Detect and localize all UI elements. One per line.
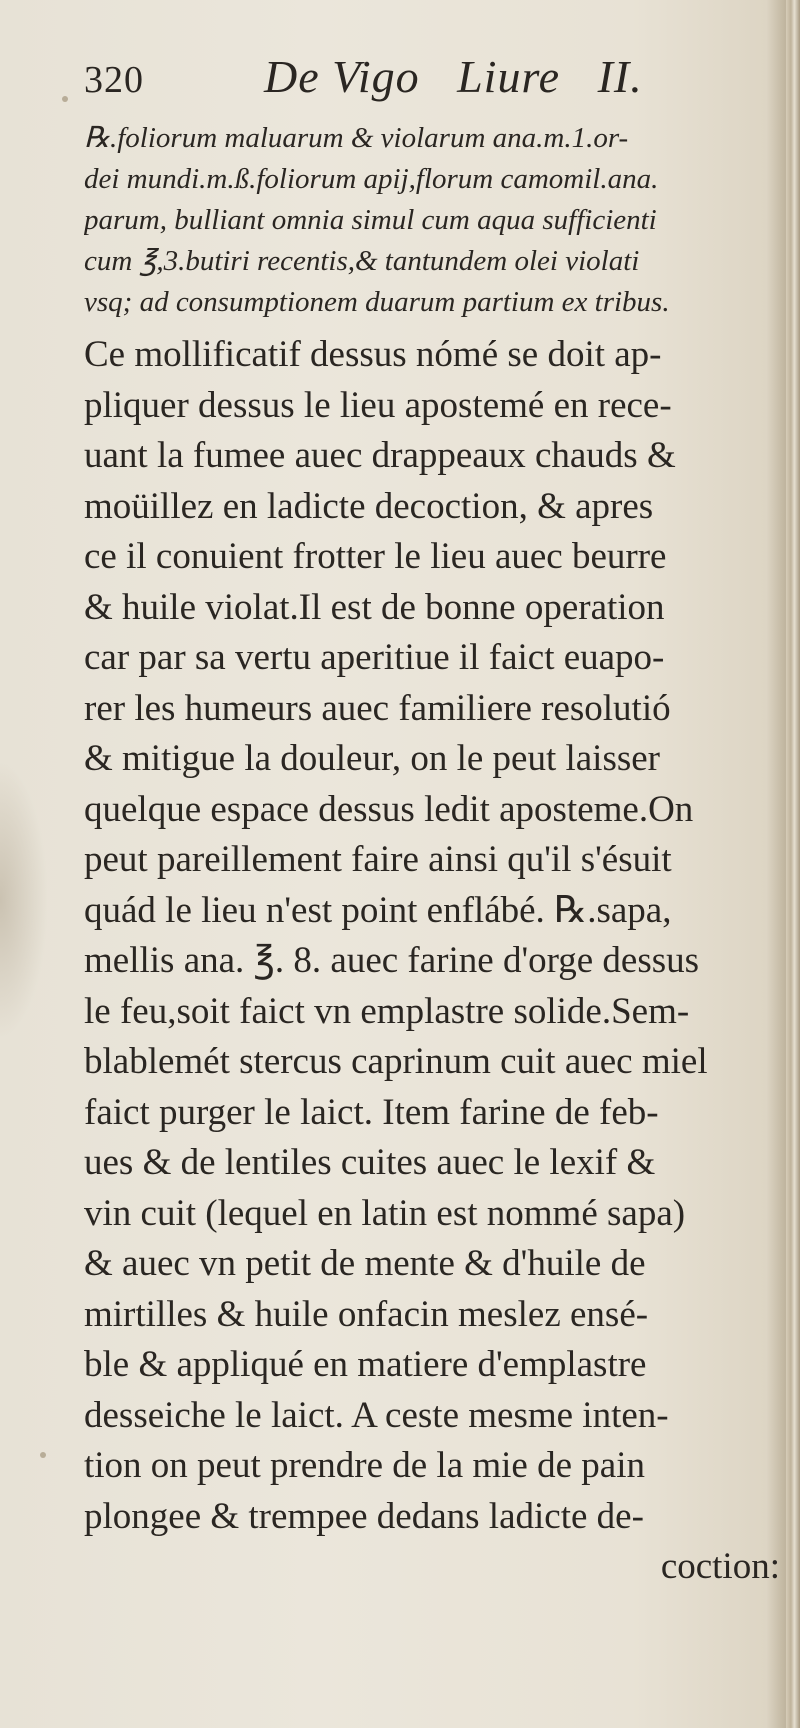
text-line: uant la fumee auec drappeaux chauds & xyxy=(84,435,676,476)
text-line: vin cuit (lequel en latin est nommé sapa) xyxy=(84,1192,686,1234)
wormhole-mark xyxy=(40,1452,46,1458)
text-line: car par sa vertu aperitiue il faict euapo- xyxy=(84,637,665,678)
text-line: ce il conuient frotter le lieu auec beurre xyxy=(84,536,667,577)
text-line: peut pareillement faire ainsi qu'il s'ésuit xyxy=(84,839,672,880)
page-number: 320 xyxy=(84,59,144,101)
latin-line: ℞.foliorum maluarum & violarum ana.m.1.or- xyxy=(84,122,629,154)
text-line: quelque espace dessus ledit aposteme.On xyxy=(84,788,694,830)
latin-prescription xyxy=(84,118,784,323)
book-fore-edge xyxy=(786,0,800,1728)
text-line: moüillez en ladicte decoction, & apres xyxy=(84,485,654,527)
text-line: Ce mollificatif dessus nómé se doit ap- xyxy=(84,334,662,375)
text-line: quád le lieu n'est point enflábé. ℞.sapa, xyxy=(84,889,672,931)
text-line: plongee & trempee dedans ladicte de- xyxy=(84,1495,644,1537)
text-line: pliquer dessus le lieu apostemé en rece- xyxy=(84,384,672,426)
text-line: ues & de lentiles cuites auec le lexif & xyxy=(84,1142,656,1183)
text-line: ble & appliqué en matiere d'emplastre xyxy=(84,1344,647,1385)
french-body-text xyxy=(84,330,784,1593)
latin-line: cum ℥,3.butiri recentis,& tantundem olei violati xyxy=(84,245,640,277)
text-line: faict purger le laict. Item farine de feb- xyxy=(84,1091,659,1133)
text-line: tion on peut prendre de la mie de pain xyxy=(84,1445,645,1486)
latin-line: vsq; ad consumptionem duarum partium ex tribus. xyxy=(84,286,670,318)
text-line: blablemét stercus caprinum cuit auec miel xyxy=(84,1041,708,1082)
text-line: mirtilles & huile onfacin meslez ensé- xyxy=(84,1293,649,1335)
text-line: & huile violat.Il est de bonne operation xyxy=(84,586,665,628)
text-line: rer les humeurs auec familiere resolutió xyxy=(84,687,671,729)
text-line: & auec vn petit de mente & d'huile de xyxy=(84,1243,646,1284)
running-head: De Vigo Liure II. xyxy=(264,51,643,102)
text-line: desseiche le laict. A ceste mesme inten- xyxy=(84,1394,669,1436)
text-line: & mitigue la douleur, on le peut laisser xyxy=(84,738,660,779)
latin-line: parum, bulliant omnia simul cum aqua sufficienti xyxy=(84,204,657,236)
text-line: mellis ana. ℥. 8. auec farine d'orge dessus xyxy=(84,940,700,981)
paper-stain xyxy=(0,760,48,1040)
latin-line: dei mundi.m.ß.foliorum apij,florum camomil.ana. xyxy=(84,163,659,195)
wormhole-mark xyxy=(62,96,68,102)
catchword-line: coction: xyxy=(660,1546,780,1587)
text-line: le feu,soit faict vn emplastre solide.Sem- xyxy=(84,990,690,1032)
page-header xyxy=(84,50,784,110)
